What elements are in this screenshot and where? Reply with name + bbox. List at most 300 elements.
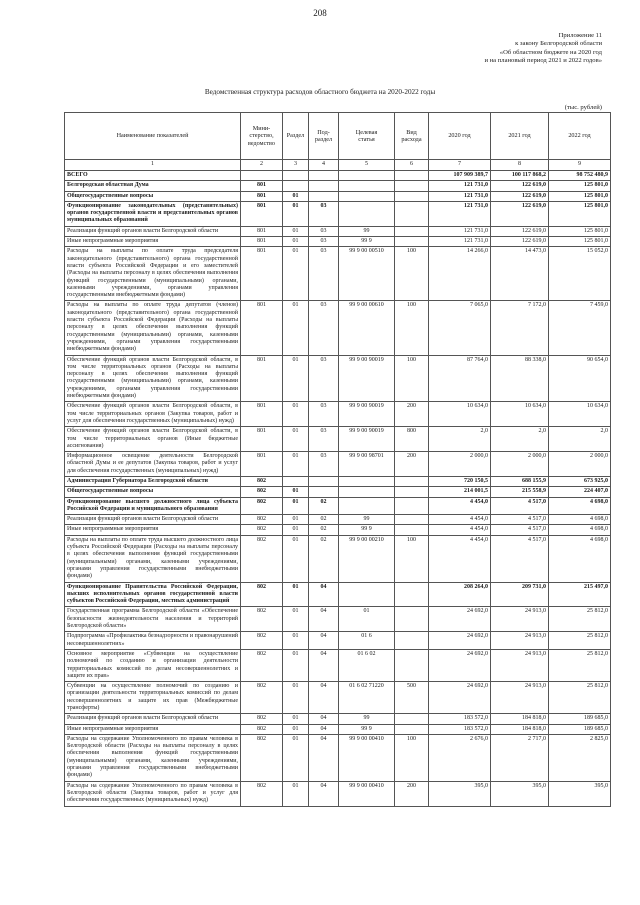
row-amount-2021: 122 619,0	[491, 201, 549, 226]
row-section: 01	[283, 734, 309, 781]
row-amount-2020: 107 909 389,7	[429, 171, 491, 181]
row-amount-2020: 4 454,0	[429, 525, 491, 535]
row-article: 99 9 00 00610	[339, 301, 395, 355]
row-amount-2020: 87 764,0	[429, 355, 491, 402]
table-row	[65, 487, 611, 497]
row-article	[339, 191, 395, 201]
row-article: 99 9 00 90019	[339, 402, 395, 427]
row-section: 01	[283, 724, 309, 734]
row-amount-2021: 24 913,0	[491, 682, 549, 714]
row-name: Реализация функций органов власти Белгородской области	[65, 714, 241, 724]
row-subsection: 02	[309, 497, 339, 515]
row-subsection: 03	[309, 301, 339, 355]
row-subsection: 02	[309, 525, 339, 535]
row-name: Обеспечение функций органов власти Белгородской области, в том числе территориальных органов (Расходы на выплаты персоналу в целях обеспечения выполнения функций государственными (муниципальными) органами, казенными учреждениями, органами управления государственными внебюджетными фондами)	[65, 355, 241, 402]
col-header-ministry: Мини- стерство, ведомство	[241, 113, 283, 160]
row-amount-2020: 24 692,0	[429, 632, 491, 650]
row-ministry: 802	[241, 487, 283, 497]
row-amount-2022: 2 000,0	[549, 452, 611, 477]
row-section: 01	[283, 682, 309, 714]
row-amount-2021: 2 000,0	[491, 452, 549, 477]
row-name: Иные непрограммные мероприятия	[65, 724, 241, 734]
row-article: 99 9 00 00510	[339, 247, 395, 301]
row-article: 99 9 00 00410	[339, 734, 395, 781]
row-subsection: 02	[309, 535, 339, 582]
row-amount-2021: 122 619,0	[491, 237, 549, 247]
table-row	[65, 247, 611, 301]
row-name: Расходы на выплаты по оплате труда депутатов (членов) законодательного (представительного) органа государственной власти субъекта Российской Федерации (Расходы на выплаты персоналу в целях обеспечения выполнения функций государственными (муниципальными) органами, казенными учреждениями, органами управления государственными внебюджетными фондами)	[65, 301, 241, 355]
row-name: Администрация Губернатора Белгородской области	[65, 476, 241, 486]
table-row	[65, 714, 611, 724]
row-article: 99 9	[339, 525, 395, 535]
row-amount-2021: 184 818,0	[491, 714, 549, 724]
row-section: 01	[283, 535, 309, 582]
row-section: 01	[283, 237, 309, 247]
table-row	[65, 497, 611, 515]
row-subsection: 04	[309, 649, 339, 681]
row-type: 200	[395, 781, 429, 806]
row-amount-2020: 121 731,0	[429, 226, 491, 236]
row-subsection: 03	[309, 226, 339, 236]
row-ministry: 801	[241, 181, 283, 191]
row-type	[395, 201, 429, 226]
row-amount-2021: 4 517,0	[491, 497, 549, 515]
row-article: 99 9	[339, 237, 395, 247]
row-type	[395, 632, 429, 650]
row-amount-2022: 189 685,0	[549, 714, 611, 724]
row-name: Обеспечение функций органов власти Белгородской области, в том числе территориальных органов (Иные бюджетные ассигнования)	[65, 427, 241, 452]
table-row	[65, 724, 611, 734]
row-article: 99 9 00 00410	[339, 781, 395, 806]
row-section: 01	[283, 632, 309, 650]
row-name: Общегосударственные вопросы	[65, 487, 241, 497]
row-type: 100	[395, 535, 429, 582]
row-article: 01 6 02	[339, 649, 395, 681]
row-amount-2022: 125 801,0	[549, 226, 611, 236]
row-ministry: 801	[241, 247, 283, 301]
row-article: 01	[339, 607, 395, 632]
row-name: Реализация функций органов власти Белгородской области	[65, 226, 241, 236]
row-subsection: 03	[309, 201, 339, 226]
row-ministry: 802	[241, 649, 283, 681]
row-amount-2021: 24 913,0	[491, 632, 549, 650]
row-type	[395, 487, 429, 497]
row-ministry: 802	[241, 525, 283, 535]
row-amount-2022: 25 812,0	[549, 649, 611, 681]
row-amount-2020: 4 454,0	[429, 515, 491, 525]
table-body	[65, 171, 611, 807]
row-type	[395, 191, 429, 201]
row-ministry: 802	[241, 582, 283, 607]
col-number: 3	[283, 160, 309, 171]
row-section: 01	[283, 714, 309, 724]
row-type	[395, 607, 429, 632]
row-ministry: 802	[241, 781, 283, 806]
row-ministry: 802	[241, 724, 283, 734]
row-type	[395, 515, 429, 525]
row-section: 01	[283, 515, 309, 525]
row-amount-2020: 24 692,0	[429, 607, 491, 632]
table-row	[65, 226, 611, 236]
row-amount-2020: 183 572,0	[429, 724, 491, 734]
column-number-row	[65, 160, 611, 171]
table-row	[65, 355, 611, 402]
row-amount-2021: 24 913,0	[491, 649, 549, 681]
row-name: Белгородская областная Дума	[65, 181, 241, 191]
row-section: 01	[283, 226, 309, 236]
row-name: Расходы на содержание Уполномоченного по правам человека в Белгородской области (Расходы на выплаты персоналу в целях обеспечения выполнения функций государственными (муниципальными) органами, казенными учреждениями, органами управления государственными внебюджетными фондами)	[65, 734, 241, 781]
col-header-section: Раздел	[283, 113, 309, 160]
row-type	[395, 181, 429, 191]
row-name: Иные непрограммные мероприятия	[65, 525, 241, 535]
row-ministry: 802	[241, 497, 283, 515]
row-amount-2022: 125 801,0	[549, 201, 611, 226]
table-row	[65, 476, 611, 486]
annex-line-4: и на плановый период 2021 и 2022 годов»	[484, 57, 602, 65]
row-ministry: 802	[241, 734, 283, 781]
row-type	[395, 582, 429, 607]
row-type	[395, 649, 429, 681]
table-row	[65, 525, 611, 535]
row-amount-2021: 122 619,0	[491, 181, 549, 191]
table-row	[65, 515, 611, 525]
row-amount-2021: 122 619,0	[491, 191, 549, 201]
row-amount-2021: 10 634,0	[491, 402, 549, 427]
row-amount-2022: 2,0	[549, 427, 611, 452]
row-amount-2021: 122 619,0	[491, 226, 549, 236]
col-number: 5	[339, 160, 395, 171]
row-ministry: 801	[241, 201, 283, 226]
row-type	[395, 525, 429, 535]
row-name: Функционирование законодательных (представительных) органов государственной власти и представительных органов муниципальных образований	[65, 201, 241, 226]
row-subsection: 04	[309, 682, 339, 714]
row-section: 01	[283, 201, 309, 226]
row-ministry: 802	[241, 515, 283, 525]
row-article	[339, 476, 395, 486]
row-name: Информационное освещение деятельности Белгородской областной Думы и ее депутатов (Закупка товаров, работ и услуг для обеспечения государственных (муниципальных) нужд)	[65, 452, 241, 477]
row-amount-2020: 183 572,0	[429, 714, 491, 724]
table-row	[65, 201, 611, 226]
row-ministry: 802	[241, 632, 283, 650]
row-section: 01	[283, 525, 309, 535]
row-amount-2022: 125 801,0	[549, 237, 611, 247]
row-subsection	[309, 171, 339, 181]
row-amount-2022: 90 654,0	[549, 355, 611, 402]
table-row	[65, 682, 611, 714]
col-header-type: Вид расхода	[395, 113, 429, 160]
col-number: 7	[429, 160, 491, 171]
row-amount-2020: 7 065,0	[429, 301, 491, 355]
row-ministry	[241, 171, 283, 181]
col-header-2022: 2022 год	[549, 113, 611, 160]
row-amount-2021: 4 517,0	[491, 525, 549, 535]
row-article: 99 9 00 00210	[339, 535, 395, 582]
row-section: 01	[283, 427, 309, 452]
row-section: 01	[283, 191, 309, 201]
table-row	[65, 427, 611, 452]
table-row	[65, 607, 611, 632]
row-section	[283, 171, 309, 181]
row-subsection: 04	[309, 734, 339, 781]
row-section: 01	[283, 402, 309, 427]
row-type	[395, 724, 429, 734]
row-article: 99 9 00 90019	[339, 355, 395, 402]
row-type	[395, 226, 429, 236]
row-amount-2022: 4 698,0	[549, 525, 611, 535]
row-ministry: 802	[241, 607, 283, 632]
row-amount-2020: 2 000,0	[429, 452, 491, 477]
row-amount-2022: 395,0	[549, 781, 611, 806]
row-amount-2021: 184 818,0	[491, 724, 549, 734]
row-ministry: 801	[241, 402, 283, 427]
row-section: 01	[283, 355, 309, 402]
table-row	[65, 582, 611, 607]
row-ministry: 802	[241, 682, 283, 714]
table-row	[65, 171, 611, 181]
row-section: 01	[283, 582, 309, 607]
row-amount-2020: 214 001,5	[429, 487, 491, 497]
row-amount-2020: 4 454,0	[429, 535, 491, 582]
row-ministry: 801	[241, 301, 283, 355]
annex-block	[484, 32, 602, 66]
row-subsection: 04	[309, 714, 339, 724]
row-name: Субвенции на осуществление полномочий по созданию и организации деятельности территориальных комиссий по делам несовершеннолетних и защите их прав (Межбюджетные трансферты)	[65, 682, 241, 714]
row-name: Реализация функций органов власти Белгородской области	[65, 515, 241, 525]
row-name: Иные непрограммные мероприятия	[65, 237, 241, 247]
row-type: 100	[395, 247, 429, 301]
row-type: 100	[395, 734, 429, 781]
row-article	[339, 201, 395, 226]
row-amount-2021: 7 172,0	[491, 301, 549, 355]
row-name: Государственная программа Белгородской области «Обеспечение безопасности жизнедеятельности населения и территорий Белгородской области»	[65, 607, 241, 632]
col-header-article: Целевая статья	[339, 113, 395, 160]
row-type	[395, 497, 429, 515]
row-amount-2021: 215 558,9	[491, 487, 549, 497]
row-amount-2020: 121 731,0	[429, 191, 491, 201]
row-name: Функционирование Правительства Российской Федерации, высших исполнительных органов государственной власти субъектов Российской Федерации, местных администраций	[65, 582, 241, 607]
col-header-2020: 2020 год	[429, 113, 491, 160]
row-amount-2022: 15 052,0	[549, 247, 611, 301]
row-article: 99	[339, 515, 395, 525]
row-type: 500	[395, 682, 429, 714]
row-ministry: 802	[241, 714, 283, 724]
row-amount-2021: 4 517,0	[491, 515, 549, 525]
table-row	[65, 649, 611, 681]
row-amount-2022: 2 825,0	[549, 734, 611, 781]
col-number: 1	[65, 160, 241, 171]
row-amount-2022: 215 497,0	[549, 582, 611, 607]
row-article: 99 9 00 98701	[339, 452, 395, 477]
table-row	[65, 632, 611, 650]
row-ministry: 801	[241, 427, 283, 452]
col-number: 4	[309, 160, 339, 171]
row-article: 01 6	[339, 632, 395, 650]
row-subsection: 03	[309, 247, 339, 301]
row-amount-2021: 209 731,0	[491, 582, 549, 607]
row-amount-2020: 208 264,0	[429, 582, 491, 607]
row-section	[283, 181, 309, 191]
row-name: Расходы на выплаты по оплате труда председателя законодательного (представительного) органа государственной власти субъекта Российской Федерации и его заместителей (Расходы на выплаты персоналу в целях обеспечения выполнения функций государственными (муниципальными) органами, казенными учреждениями, органами управления государственными внебюджетными фондами)	[65, 247, 241, 301]
row-section: 01	[283, 497, 309, 515]
table-row	[65, 301, 611, 355]
row-subsection: 03	[309, 452, 339, 477]
row-amount-2022: 189 685,0	[549, 724, 611, 734]
row-name: ВСЕГО	[65, 171, 241, 181]
row-amount-2022: 98 752 480,9	[549, 171, 611, 181]
row-section: 01	[283, 487, 309, 497]
col-number: 6	[395, 160, 429, 171]
row-name: Расходы на содержание Уполномоченного по правам человека в Белгородской области (Закупка товаров, работ и услуг для обеспечения государственных (муниципальных) нужд)	[65, 781, 241, 806]
annex-line-1: Приложение 11	[558, 32, 602, 39]
row-article	[339, 497, 395, 515]
row-section	[283, 476, 309, 486]
table-row	[65, 181, 611, 191]
row-ministry: 801	[241, 355, 283, 402]
row-amount-2022: 224 407,0	[549, 487, 611, 497]
row-amount-2022: 4 698,0	[549, 535, 611, 582]
row-type	[395, 476, 429, 486]
row-article: 99	[339, 226, 395, 236]
row-amount-2021: 88 338,0	[491, 355, 549, 402]
row-amount-2020: 121 731,0	[429, 201, 491, 226]
header-row	[65, 113, 611, 160]
row-subsection	[309, 476, 339, 486]
row-subsection: 03	[309, 237, 339, 247]
col-header-2021: 2021 год	[491, 113, 549, 160]
row-subsection: 04	[309, 582, 339, 607]
row-amount-2021: 2,0	[491, 427, 549, 452]
row-subsection: 04	[309, 781, 339, 806]
row-article: 01 6 02 71220	[339, 682, 395, 714]
row-article: 99 9	[339, 724, 395, 734]
row-type	[395, 237, 429, 247]
row-amount-2022: 4 698,0	[549, 497, 611, 515]
annex-line-3: «Об областном бюджете на 2020 год	[499, 48, 602, 56]
row-type	[395, 171, 429, 181]
row-amount-2021: 24 913,0	[491, 607, 549, 632]
table-row	[65, 781, 611, 806]
row-amount-2022: 25 812,0	[549, 607, 611, 632]
row-amount-2021: 14 473,0	[491, 247, 549, 301]
page-number: 208	[313, 8, 327, 18]
row-amount-2020: 395,0	[429, 781, 491, 806]
row-article: 99 9 00 90019	[339, 427, 395, 452]
col-number: 8	[491, 160, 549, 171]
row-section: 01	[283, 247, 309, 301]
row-amount-2020: 14 266,0	[429, 247, 491, 301]
table-row	[65, 237, 611, 247]
row-article	[339, 582, 395, 607]
row-name: Подпрограмма «Профилактика безнадзорности и правонарушений несовершеннолетних»	[65, 632, 241, 650]
row-amount-2020: 4 454,0	[429, 497, 491, 515]
table-row	[65, 734, 611, 781]
row-amount-2022: 7 459,0	[549, 301, 611, 355]
row-amount-2020: 24 692,0	[429, 649, 491, 681]
row-amount-2022: 125 801,0	[549, 191, 611, 201]
row-amount-2022: 10 634,0	[549, 402, 611, 427]
col-header-name: Наименование показателей	[65, 113, 241, 160]
row-article	[339, 487, 395, 497]
row-subsection: 04	[309, 607, 339, 632]
row-amount-2022: 125 801,0	[549, 181, 611, 191]
row-section: 01	[283, 607, 309, 632]
row-subsection: 04	[309, 724, 339, 734]
row-amount-2021: 395,0	[491, 781, 549, 806]
row-name: Общегосударственные вопросы	[65, 191, 241, 201]
row-section: 01	[283, 781, 309, 806]
row-name: Функционирование высшего должностного лица субъекта Российской Федерации и муниципального образования	[65, 497, 241, 515]
row-amount-2020: 121 731,0	[429, 181, 491, 191]
row-subsection: 03	[309, 355, 339, 402]
table-row	[65, 452, 611, 477]
row-ministry: 801	[241, 191, 283, 201]
row-type: 100	[395, 355, 429, 402]
row-article	[339, 181, 395, 191]
row-type: 200	[395, 402, 429, 427]
row-ministry: 802	[241, 535, 283, 582]
row-amount-2020: 2 676,0	[429, 734, 491, 781]
row-article: 99	[339, 714, 395, 724]
row-ministry: 802	[241, 476, 283, 486]
row-amount-2020: 24 692,0	[429, 682, 491, 714]
unit-label: (тыс. рублей)	[564, 104, 602, 111]
row-subsection: 02	[309, 515, 339, 525]
row-amount-2022: 25 812,0	[549, 632, 611, 650]
row-section: 01	[283, 301, 309, 355]
row-subsection	[309, 487, 339, 497]
row-type: 200	[395, 452, 429, 477]
row-article	[339, 171, 395, 181]
row-ministry: 801	[241, 226, 283, 236]
annex-line-2: к закону Белгородской области	[515, 40, 602, 48]
row-amount-2022: 4 698,0	[549, 515, 611, 525]
row-amount-2021: 100 117 868,2	[491, 171, 549, 181]
row-amount-2021: 688 155,9	[491, 476, 549, 486]
row-amount-2020: 720 150,5	[429, 476, 491, 486]
row-amount-2022: 25 812,0	[549, 682, 611, 714]
row-subsection: 03	[309, 402, 339, 427]
row-amount-2022: 673 925,0	[549, 476, 611, 486]
row-section: 01	[283, 452, 309, 477]
col-number: 2	[241, 160, 283, 171]
row-amount-2021: 2 717,0	[491, 734, 549, 781]
row-amount-2020: 10 634,0	[429, 402, 491, 427]
row-type	[395, 714, 429, 724]
row-amount-2021: 4 517,0	[491, 535, 549, 582]
row-section: 01	[283, 649, 309, 681]
row-name: Расходы на выплаты по оплате труда высшего должностного лица субъекта Российской Федерации (Расходы на выплаты персоналу в целях обеспечения выполнения функций государственными (муниципальными) органами, казенными учреждениями, органами управления государственными внебюджетными фондами)	[65, 535, 241, 582]
row-subsection	[309, 181, 339, 191]
row-subsection	[309, 191, 339, 201]
col-header-subsection: Под- раздел	[309, 113, 339, 160]
row-subsection: 03	[309, 427, 339, 452]
row-amount-2020: 2,0	[429, 427, 491, 452]
row-name: Обеспечение функций органов власти Белгородской области, в том числе территориальных органов (Закупка товаров, работ и услуг для обеспечения государственных (муниципальных) нужд)	[65, 402, 241, 427]
table-row	[65, 191, 611, 201]
row-ministry: 801	[241, 237, 283, 247]
table-row	[65, 402, 611, 427]
row-type: 100	[395, 301, 429, 355]
row-name: Основное мероприятие «Субвенции на осуществление полномочий по созданию и организации деятельности территориальных комиссий по делам несовершеннолетних и защите их прав»	[65, 649, 241, 681]
table-row	[65, 535, 611, 582]
row-subsection: 04	[309, 632, 339, 650]
budget-table	[64, 112, 611, 807]
col-number: 9	[549, 160, 611, 171]
row-ministry: 801	[241, 452, 283, 477]
row-amount-2020: 121 731,0	[429, 237, 491, 247]
row-type: 800	[395, 427, 429, 452]
document-title: Ведомственная структура расходов областного бюджета на 2020-2022 годы	[204, 88, 436, 96]
